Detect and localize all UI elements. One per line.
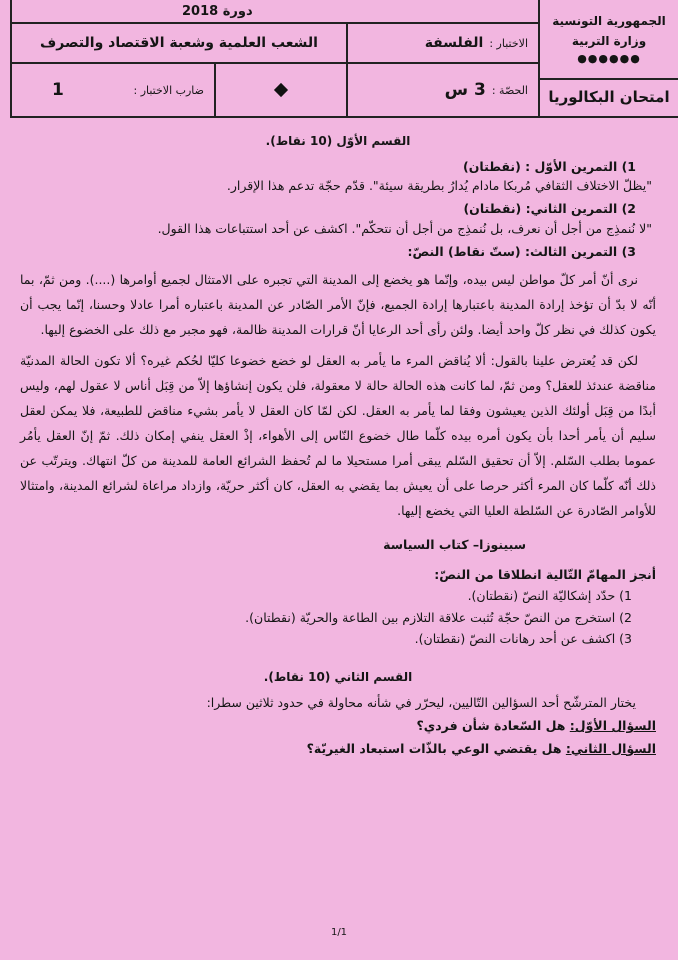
subject-value: الفلسفة [424,35,484,51]
exam-body [20,128,656,761]
exercise3-title: 3) التمرين الثالث: (ستّ نقاط) النصّ: [407,244,636,260]
republic-label: الجمهورية التونسية [552,14,666,28]
part2-instructions: يختار المترشّح أحد السؤالين التّاليين، ليحرّر في شأنه محاولة في حدود ثلاثين سطرا: [206,694,636,710]
dots-decoration: ●●●●●● [577,52,641,65]
exercise2-title: 2) التمرين الثاني: (نقطتان) [463,201,636,217]
part1-title: القسم الأوّل (10 نقاط). [265,134,411,148]
branches-value: الشعب العلمية وشعبة الاقتصاد والتصرف [40,35,318,51]
task-item: 2) استخرج من النصّ حجّة تُثبت علاقة التلازم بين الطاعة والحريّة (نقطتان). [245,609,632,625]
exercise1-text: "يظلّ الاختلاف الثقافي مُربكا مادام يُدارُ بطريقة سيئة". قدّم حجّة تدعم هذا الإقرار. [226,177,652,193]
duration-label: الحصّة : [491,83,528,97]
part2-title: القسم الثاني (10 نقاط). [263,670,413,685]
duration-cell [346,64,538,116]
text-paragraph-1: نرى أنّ أمر كلّ مواطن ليس بيده، وإنّما هو يخضع إلى المدينة التي تجبره على الامتثال لجميع أوامرها (....). ومن ثمّ، بما أنّه لا بدّ أن تؤخذ إرادة المدينة باعتبارها إرادة الجميع، فإنّ الأمر الصّادر عن المدينة باعتباره أمرا عادلا وحسنا، إنّما يجب أن يكون كذلك في نظر كلّ واحد أيضا. ولئن رأى أحد الرعايا أنّ قرارات المدينة ظالمة، فهو مجبر مع ذلك على الخضوع إليها. [20,272,656,338]
exam-header [10,0,678,118]
subject-cell [346,24,538,62]
question-1-label: السؤال الأوّل: [569,718,656,734]
diamond-icon [274,83,288,97]
tasks-title: أنجز المهامّ التّالية انطلاقا من النصّ: [434,566,656,582]
duration-value: 3 س [444,80,486,100]
coefficient-cell [12,64,214,116]
session-row [12,0,538,24]
duration-row [12,64,538,116]
diamond-cell [214,64,346,116]
subject-label: الاختبار : [489,36,528,50]
branches-cell [12,24,346,62]
subject-row [12,24,538,64]
exam-name: امتحان البكالوريا [540,78,678,116]
coefficient-label: ضارب الاختبار : [133,83,204,97]
question-2 [20,739,656,758]
task-item: 3) اكشف عن أحد رهانات النصّ (نقطتان). [414,630,632,646]
question-1 [20,716,656,735]
coefficient-value: 1 [52,80,64,100]
header-institution [538,0,678,116]
question-2-label: السؤال الثاني: [565,740,656,756]
exercise1-title: 1) التمرين الأوّل : (نقطتان) [463,158,636,174]
task-item: 1) حدّد إشكاليّة النصّ (نقطتان). [467,588,632,604]
page-number: 1/1 [330,927,348,938]
exercise2-text: "لا نُنمذِج من أجل أن نعرف، بل نُنمذِج من أجل أن نتحكّم". اكشف عن أحد استتباعات هذا القول. [157,220,652,236]
ministry-label: وزارة التربية [571,34,647,48]
question-1-text: هل السّعادة شأن فردي؟ [416,718,566,734]
session-label: دورة 2018 [182,3,253,19]
question-2-text: هل يقتضي الوعي بالذّات استبعاد الغيريّة؟ [306,740,562,756]
header-details [12,0,538,116]
text-author: سبينوزا– كتاب السياسة [383,537,526,553]
text-paragraph-2: لكن قد يُعترض علينا بالقول: ألا يُناقض المرء ما يأمر به العقل لو خضع خضوعا كليّا لحُكم غيره؟ ألا تكون الحالة المدنيّة مناقضة عندئذ للعقل؟ ومن ثمّ، لما كانت هذه الحالة حالة لا معقولة، فلن يكون إنشاؤها إلاّ من قِبَل أناس لا عقول لهم، وليس أبدًا من قِبَل أولئك الذين يعيشون وفقا لما يأمر به العقل. لكن لمّا كان العقل لا يأمر بشيء مناقض للطبيعة، فلا يمكن لعقل سليم أن يأمر أحدا بأن يكون أمره بيده كلّما طال خضوع النّاس إلى الأهواء، إذْ العقل ينفي إمكان ذلك. ثمّ إنّ العقل يأمُر عموما بطلب السّلم. إلاّ أن تحقيق السّلم يبقى أمرا مستحيلا ما لم تُحفظ الشرائع العامة للمدينة من كلّ انتهاك. ويترتّب عن ذلك أنّه كلّما كان المرء أكثر حرصا على أن يعيش بما يقضي به العقل، كان أكثر حريّة، وازداد مراعاة لشرائع المدينة، وامتثالا للأوامر الصّادرة عن السّلطة العليا التي يخضع إليها. [20,353,656,519]
